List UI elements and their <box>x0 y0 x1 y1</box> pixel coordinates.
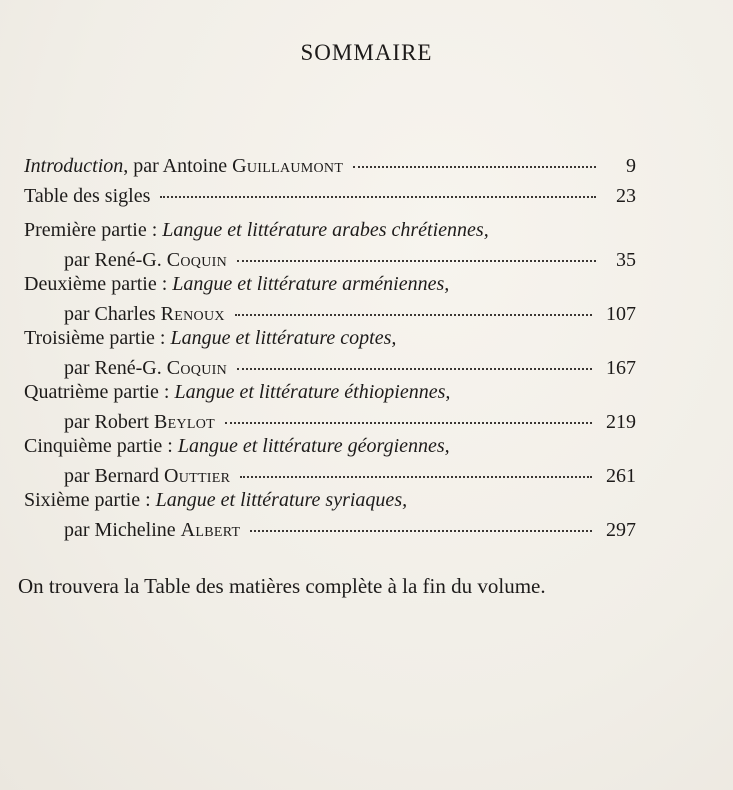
entry-author: Outtier <box>163 465 231 487</box>
entry-part: Quatrième partie : <box>24 381 170 403</box>
page-number: 297 <box>606 519 636 541</box>
dot-leader <box>353 166 596 168</box>
entry-by: par Robert <box>64 411 154 433</box>
toc-entry-part-2 <box>24 272 636 326</box>
table-of-contents <box>24 148 636 542</box>
entry-part: Sixième partie : <box>24 489 151 511</box>
dot-leader <box>237 260 596 262</box>
dot-leader <box>235 314 592 316</box>
entry-by: par Charles <box>64 303 161 325</box>
entry-by: par René-G. <box>64 357 167 379</box>
page-title: SOMMAIRE <box>300 40 433 65</box>
entry-subject: Langue et littérature syriaques, <box>155 489 408 511</box>
entry-by: par Micheline <box>64 519 181 541</box>
entry-subject: Langue et littérature coptes, <box>170 327 397 349</box>
entry-subject: Langue et littérature arméniennes, <box>172 273 450 295</box>
entry-by: par René-G. <box>64 249 167 271</box>
dot-leader <box>237 368 592 370</box>
page-number: 9 <box>626 155 636 177</box>
dot-leader <box>225 422 592 424</box>
entry-author: Coquin <box>166 249 227 271</box>
dot-leader <box>240 476 592 478</box>
toc-entry-part-6 <box>24 488 636 542</box>
entry-title: Table des sigles <box>24 185 151 207</box>
entry-italic-title: Introduction <box>24 155 124 177</box>
page-number: 167 <box>606 357 636 379</box>
toc-entry-sigles <box>24 178 636 208</box>
entry-author: Albert <box>180 519 241 541</box>
entry-author: Guillaumont <box>232 155 344 177</box>
toc-entry-part-4 <box>24 380 636 434</box>
page-number: 35 <box>616 249 636 271</box>
toc-entry-part-1 <box>24 218 636 272</box>
entry-subject: Langue et littérature géorgiennes, <box>177 435 450 457</box>
entry-author: Beylot <box>153 411 216 433</box>
entry-by: par Bernard <box>64 465 164 487</box>
toc-entry-part-3 <box>24 326 636 380</box>
entry-author: Renoux <box>160 303 225 325</box>
footer-note: On trouvera la Table des matières complète à la fin du volume. <box>18 574 546 598</box>
entry-part: Première partie : <box>24 219 158 241</box>
page-number: 261 <box>606 465 636 487</box>
page-number: 107 <box>606 303 636 325</box>
dot-leader <box>250 530 592 532</box>
entry-author: Coquin <box>166 357 227 379</box>
dot-leader <box>160 196 596 198</box>
entry-subject: Langue et littérature éthiopiennes, <box>174 381 451 403</box>
entry-part: Deuxième partie : <box>24 273 168 295</box>
toc-entry-introduction <box>24 148 636 178</box>
entry-subject: Langue et littérature arabes chrétiennes, <box>162 219 489 241</box>
entry-part: Troisième partie : <box>24 327 166 349</box>
entry-part: Cinquième partie : <box>24 435 173 457</box>
entry-by: , par Antoine <box>123 155 233 177</box>
page-number: 219 <box>606 411 636 433</box>
toc-entry-part-5 <box>24 434 636 488</box>
page-number: 23 <box>616 185 636 207</box>
